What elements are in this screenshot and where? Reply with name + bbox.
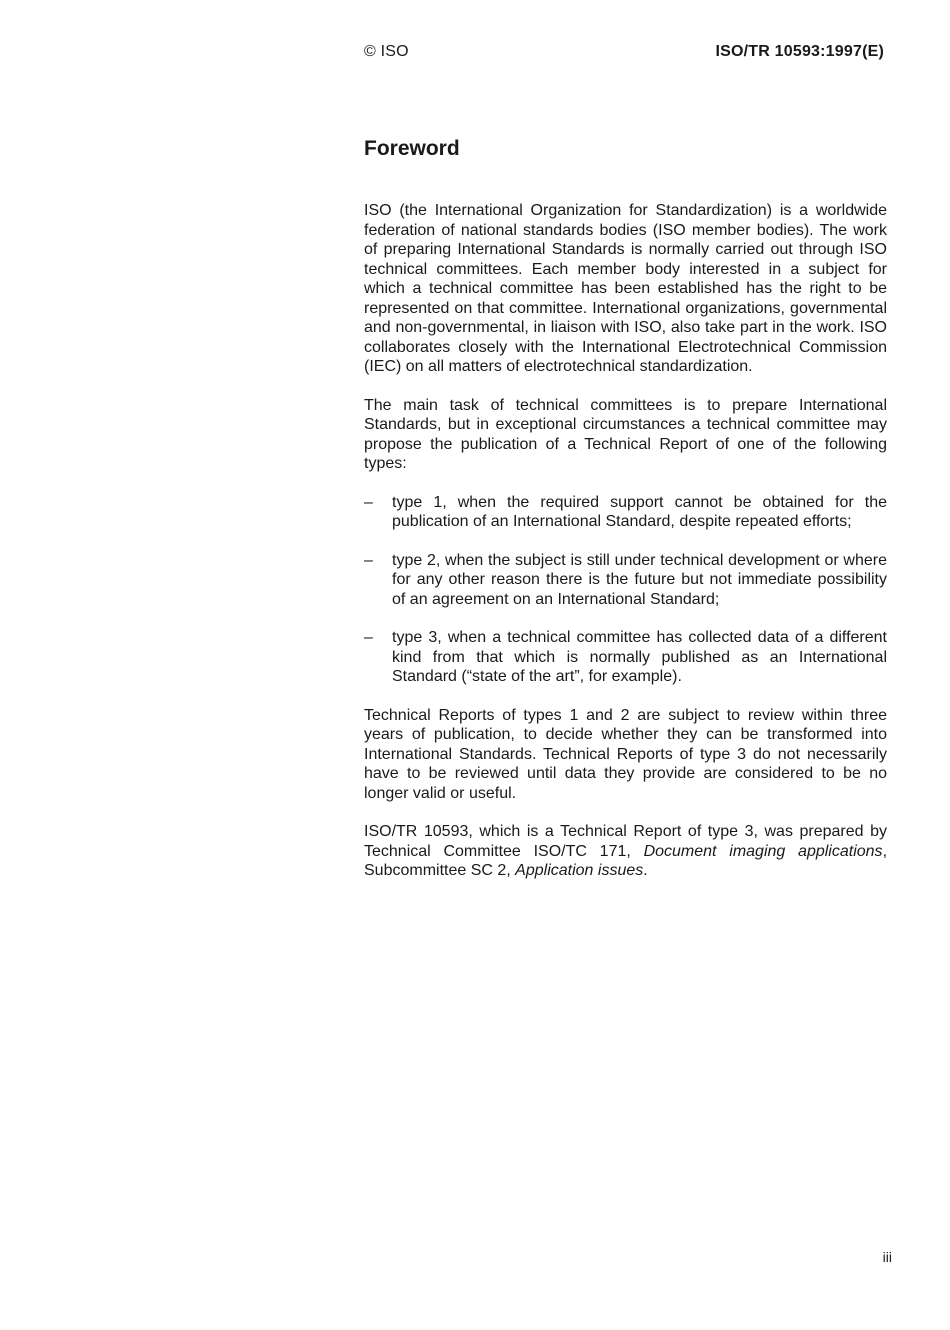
committee-title: Document imaging applications <box>643 842 883 860</box>
header-document-id: ISO/TR 10593:1997(E) <box>715 43 884 60</box>
page-number: iii <box>882 1249 892 1265</box>
paragraph-review: Technical Reports of types 1 and 2 are subject to review within three years of publication, to decide whether they can be transformed into International Standards. Technical Reports of type 3 do not necessarily have to be reviewed until data they provide are considered to be no longer valid or useful. <box>364 706 887 802</box>
header-copyright: © ISO <box>364 43 409 60</box>
paragraph-main-task: The main task of technical committees is to prepare International Standards, but in exceptional circumstances a technical committee may propose the publication of a Technical Report of one of the following types: <box>364 396 887 472</box>
paragraph-preparation <box>364 822 887 881</box>
list-dash: – <box>364 551 373 569</box>
subcommittee-title: Application issues <box>515 862 644 879</box>
paragraph-iso-intro: ISO (the International Organization for Standardization) is a worldwide federation of national standards bodies (ISO member bodies). The work of preparing International Standards is normally carried out through ISO technical committees. Each member body interested in a subject for which a technical committee has been established has the right to be represented on that committee. International organizations, governmental and non-governmental, in liaison with ISO, also take part in the work. ISO collaborates closely with the International Electrotechnical Commission (IEC) on all matters of electrotechnical standardization. <box>364 202 887 375</box>
list-item-text: type 1, when the required support cannot be obtained for the publication of an International Standard, despite repeated efforts; <box>392 493 887 530</box>
list-item-type-3 <box>364 628 887 687</box>
preparation-text-1: ISO/TR 10593, which is a Technical Report of type 3, was prepared by Technical Committee ISO/TC 171, <box>364 823 887 860</box>
preparation-text-3: . <box>643 862 648 879</box>
list-item-type-1 <box>364 493 887 532</box>
report-types-list <box>364 493 887 687</box>
page-title: Foreword <box>364 137 460 160</box>
list-item-text: type 2, when the subject is still under technical development or where for any other reason there is the future but not immediate possibility of an agreement on an International Standard; <box>392 551 887 608</box>
list-dash: – <box>364 629 373 646</box>
list-dash: – <box>364 493 373 511</box>
list-item-text: type 3, when a technical committee has collected data of a different kind from that which is normally published as an International Standard (“state of the art”, for example). <box>392 629 887 685</box>
foreword-body <box>364 201 887 900</box>
preparation-text-2: , Subcommittee SC 2, <box>364 842 888 879</box>
list-item-type-2 <box>364 551 887 610</box>
